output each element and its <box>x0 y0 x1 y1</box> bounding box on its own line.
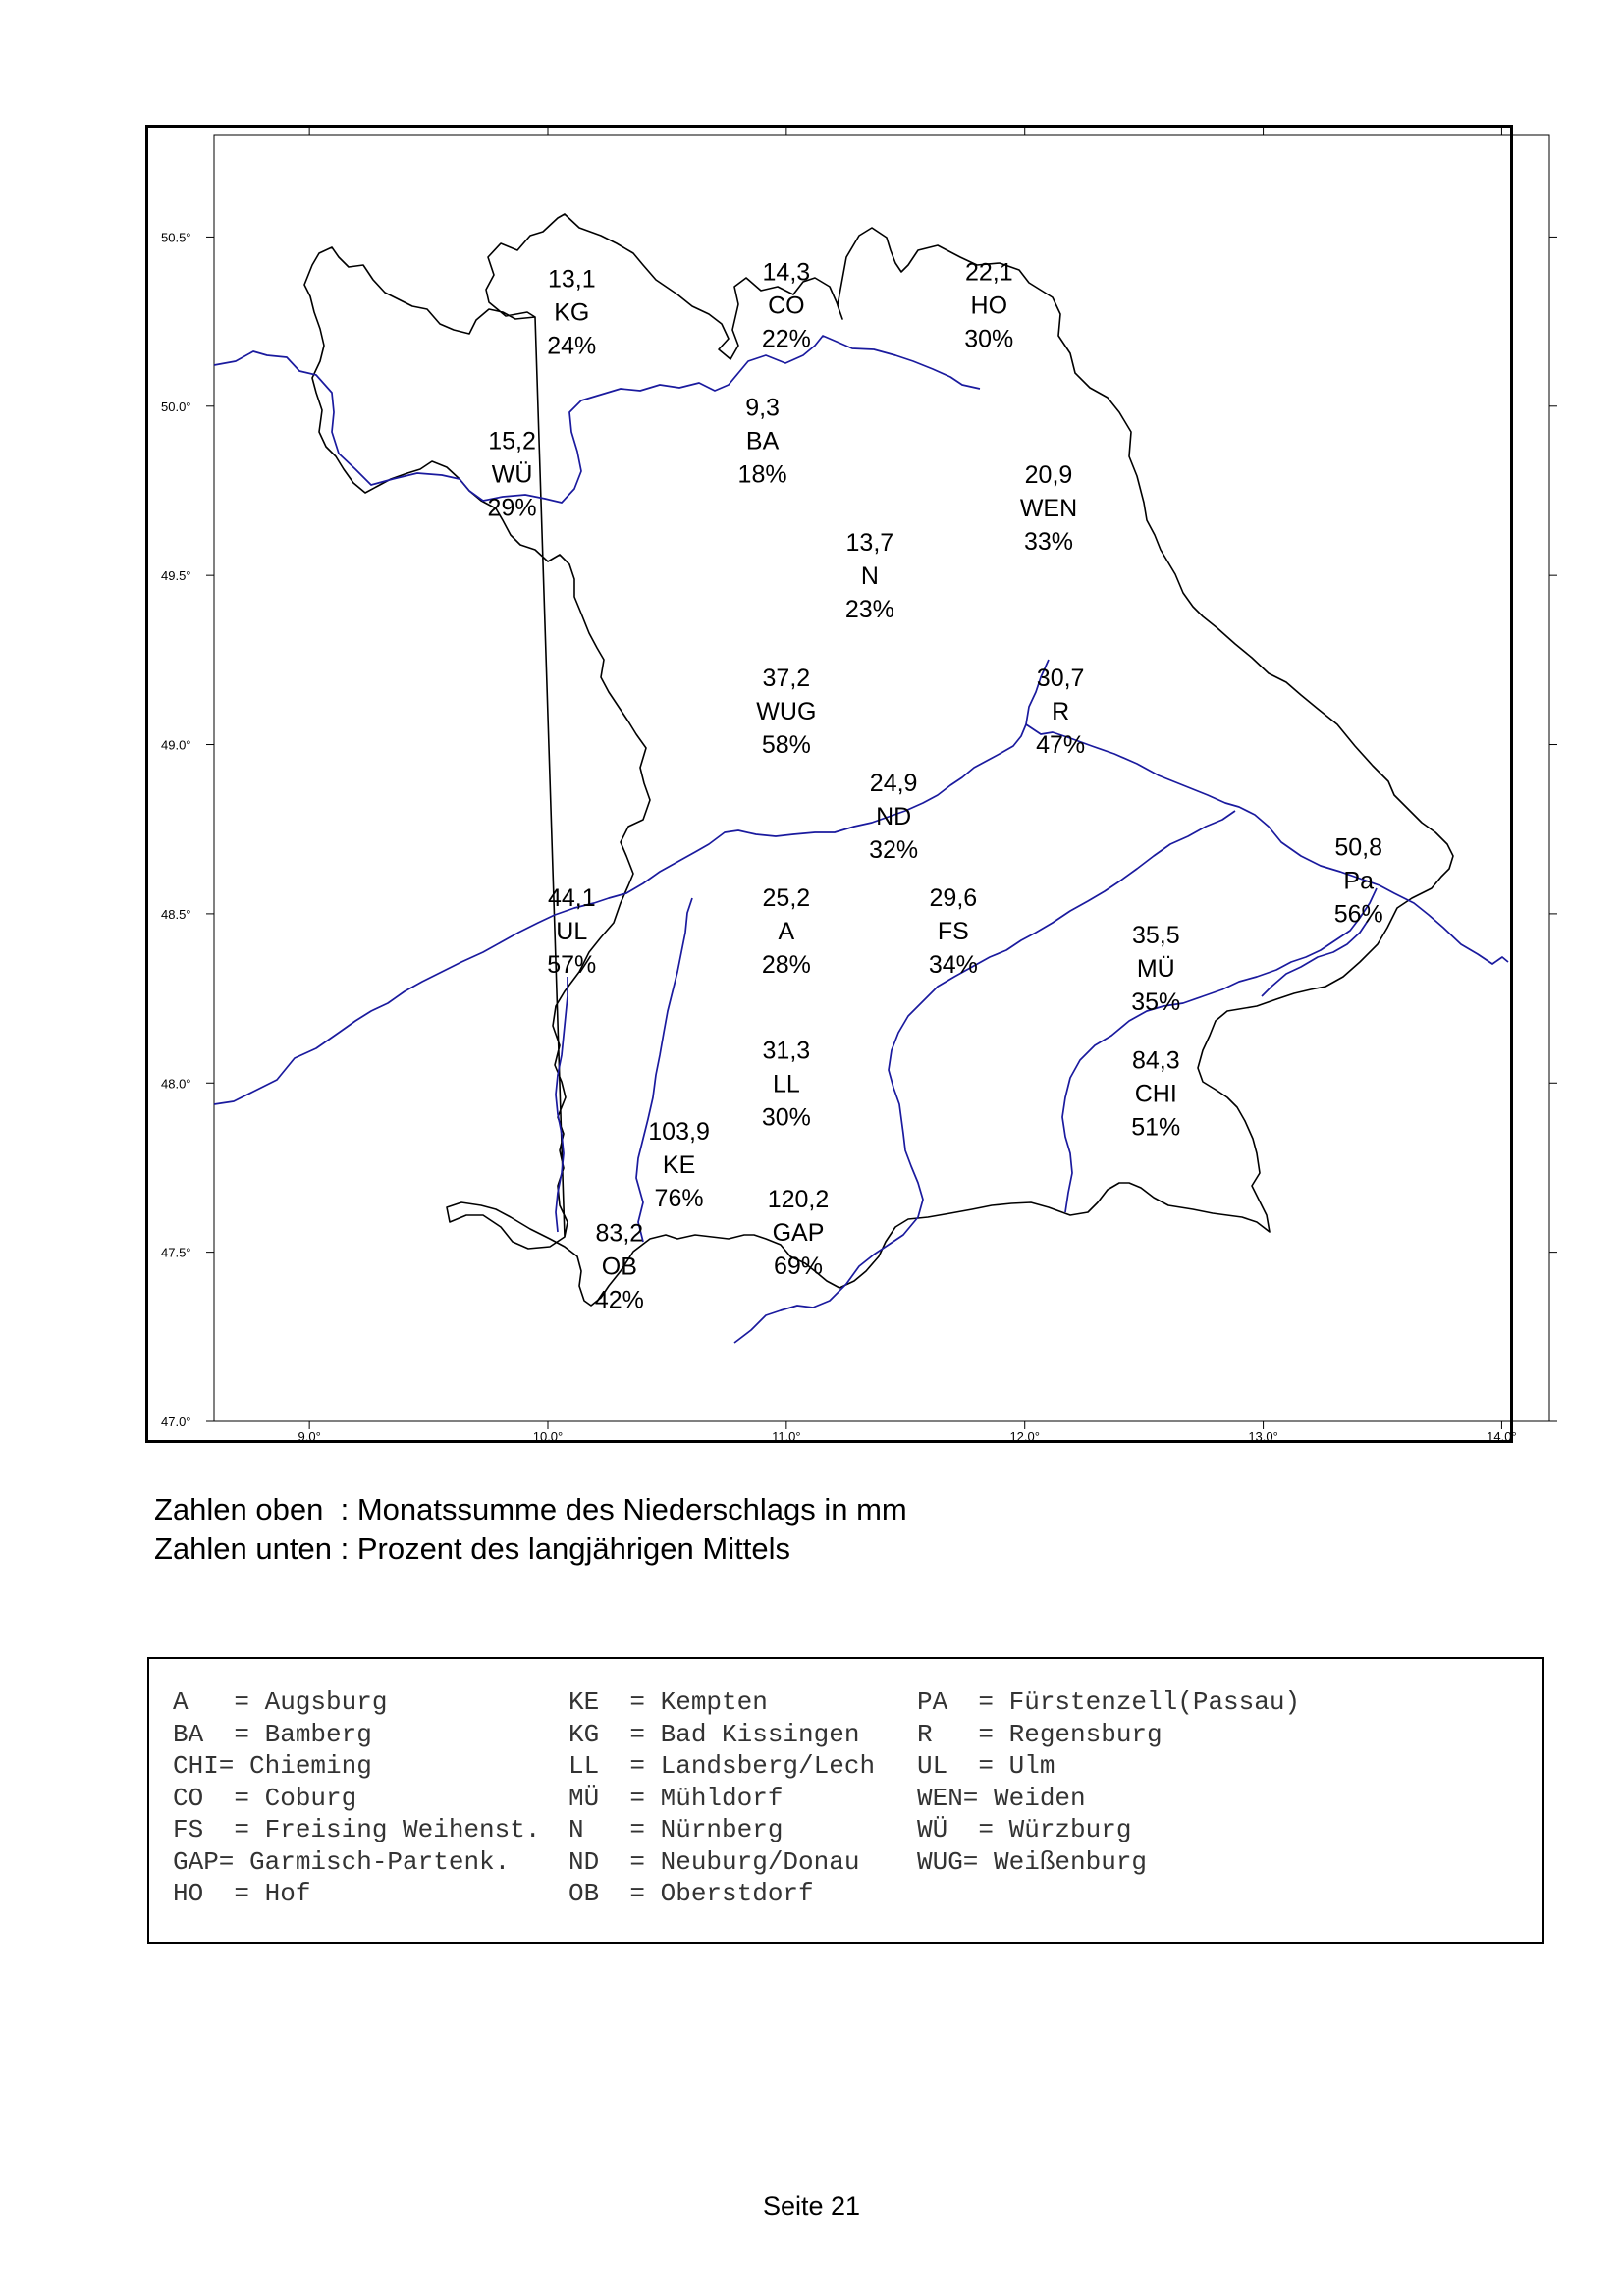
station-code: FS <box>937 918 969 946</box>
station-code: N <box>860 562 879 591</box>
bavaria-border <box>304 214 1453 1306</box>
lon-label: 9.0° <box>298 1429 321 1444</box>
station-percent: 30% <box>964 325 1014 353</box>
lon-label: 13.0° <box>1248 1429 1278 1444</box>
station-percent: 56% <box>1333 900 1383 929</box>
legend-entry: MÜ = Mühldorf <box>568 1783 784 1813</box>
station-wü <box>488 428 537 522</box>
lat-label: 47.0° <box>161 1415 191 1429</box>
station-percent: 18% <box>737 460 787 489</box>
station-chi <box>1131 1047 1180 1142</box>
station-amount: 25,2 <box>762 884 811 913</box>
station-code: CO <box>768 292 805 320</box>
lon-label: 14.0° <box>1487 1429 1517 1444</box>
station-r <box>1036 665 1085 759</box>
legend-entry: KG = Bad Kissingen <box>568 1719 860 1749</box>
station-percent: 57% <box>547 951 597 980</box>
lat-label: 50.0° <box>161 399 191 414</box>
station-fs <box>929 884 978 979</box>
legend-entry: WUG= Weißenburg <box>917 1846 1148 1877</box>
station-amount: 13,7 <box>845 529 894 558</box>
map-caption <box>154 1490 907 1569</box>
station-ho <box>964 258 1013 352</box>
station-amount: 83,2 <box>595 1219 644 1248</box>
legend-entry: BA = Bamberg <box>173 1719 372 1749</box>
caption-line-2-text: Prozent des langjährigen Mittels <box>356 1531 790 1566</box>
station-amount: 31,3 <box>762 1037 811 1065</box>
station-amount: 15,2 <box>488 427 536 455</box>
river-danube <box>214 724 1508 1104</box>
caption-line-1-label: Zahlen oben <box>154 1492 324 1526</box>
station-percent: 35% <box>1131 988 1181 1017</box>
station-labels <box>488 258 1383 1313</box>
station-amount: 37,2 <box>762 665 811 693</box>
station-percent: 30% <box>761 1103 811 1132</box>
station-amount: 30,7 <box>1036 665 1085 693</box>
legend-entry: KE = Kempten <box>568 1687 768 1717</box>
caption-line-1-text: Monatssumme des Niederschlags in mm <box>356 1492 907 1526</box>
station-code: ND <box>876 802 912 830</box>
station-gap <box>768 1186 830 1280</box>
station-amount: 9,3 <box>745 394 780 422</box>
station-percent: 33% <box>1023 528 1074 557</box>
station-wen <box>1020 461 1077 556</box>
station-percent: 34% <box>928 951 978 980</box>
station-amount: 14,3 <box>762 258 811 287</box>
legend-entry <box>917 1878 1310 1910</box>
legend-entry: HO = Hof <box>173 1879 311 1908</box>
station-code: CHI <box>1134 1080 1177 1108</box>
station-code: OB <box>601 1253 637 1281</box>
station-code: R <box>1052 698 1070 726</box>
station-amount: 20,9 <box>1024 461 1073 490</box>
station-amount: 29,6 <box>929 884 978 913</box>
station-code: WEN <box>1019 495 1078 523</box>
legend-entry: OB = Oberstdorf <box>568 1879 814 1908</box>
station-code: WÜ <box>491 460 533 489</box>
station-ba <box>738 394 787 488</box>
station-code: WUG <box>756 698 817 726</box>
legend-entry: A = Augsburg <box>173 1687 388 1717</box>
lat-label: 48.5° <box>161 906 191 922</box>
legend-entry: LL = Landsberg/Lech <box>568 1751 876 1781</box>
station-percent: 58% <box>761 731 811 760</box>
legend-entry: CO = Coburg <box>173 1783 357 1813</box>
station-nd <box>869 770 918 864</box>
station-code: HO <box>970 292 1008 320</box>
station-ke <box>648 1118 710 1212</box>
lon-label: 11.0° <box>772 1429 801 1444</box>
rivers <box>214 336 1508 1343</box>
station-amount: 120,2 <box>767 1185 830 1213</box>
legend-entry: UL = Ulm <box>917 1751 1055 1781</box>
station-kg <box>547 265 596 359</box>
station-code: Pa <box>1343 867 1375 895</box>
station-code: UL <box>556 918 588 946</box>
legend-entry: CHI= Chieming <box>173 1751 372 1781</box>
station-amount: 35,5 <box>1131 922 1180 950</box>
station-amount: 24,9 <box>869 769 918 797</box>
legend-entry: N = Nürnberg <box>568 1815 784 1844</box>
station-percent: 22% <box>761 325 811 353</box>
river-inn <box>1062 888 1377 1212</box>
station-percent: 42% <box>594 1286 644 1314</box>
station-amount: 13,1 <box>547 265 596 294</box>
legend-entry: GAP= Garmisch-Partenk. <box>173 1846 511 1877</box>
station-legend <box>147 1657 1544 1944</box>
lat-label: 47.5° <box>161 1245 191 1260</box>
station-a <box>762 884 811 979</box>
station-ll <box>762 1037 811 1131</box>
station-amount: 103,9 <box>648 1118 710 1146</box>
caption-line-1: Zahlen oben : Monatssumme des Niederschlags in mm <box>154 1492 907 1526</box>
station-pa <box>1334 833 1383 928</box>
station-legend-grid <box>173 1686 1310 1910</box>
latitude-labels <box>161 230 1557 1429</box>
station-amount: 44,1 <box>547 884 596 913</box>
station-percent: 28% <box>761 951 811 980</box>
legend-entry: WÜ = Würzburg <box>917 1815 1132 1844</box>
station-code: KG <box>554 298 590 327</box>
station-percent: 76% <box>654 1185 704 1212</box>
river-main <box>214 336 980 503</box>
lon-label: 12.0° <box>1009 1429 1040 1444</box>
station-code: GAP <box>772 1218 825 1247</box>
station-amount: 84,3 <box>1131 1046 1180 1075</box>
station-code: LL <box>772 1070 800 1098</box>
station-wug <box>756 665 816 759</box>
station-code: KE <box>662 1151 696 1179</box>
caption-line-2: Zahlen unten : Prozent des langjährigen Mittels <box>154 1531 790 1566</box>
station-amount: 22,1 <box>964 258 1013 287</box>
legend-entry: ND = Neuburg/Donau <box>568 1846 860 1877</box>
legend-entry: FS = Freising Weihenst. <box>173 1815 541 1844</box>
station-code: MÜ <box>1136 955 1175 984</box>
station-percent: 51% <box>1131 1113 1181 1142</box>
station-percent: 29% <box>487 494 537 522</box>
page-number: Seite 21 <box>762 2191 861 2220</box>
lat-label: 48.0° <box>161 1076 191 1092</box>
lat-label: 50.5° <box>161 230 191 245</box>
station-percent: 69% <box>773 1252 824 1280</box>
station-code: A <box>778 918 795 946</box>
station-code: BA <box>745 427 780 455</box>
station-amount: 50,8 <box>1334 833 1383 862</box>
lon-label: 10.0° <box>532 1429 564 1444</box>
legend-entry: R = Regensburg <box>917 1719 1163 1749</box>
station-percent: 32% <box>869 835 919 864</box>
caption-line-2-label: Zahlen unten <box>154 1531 332 1566</box>
station-ob <box>595 1219 644 1313</box>
river-salzach <box>1262 918 1370 996</box>
station-percent: 24% <box>547 332 597 360</box>
station-co <box>762 258 811 352</box>
station-n <box>845 529 894 623</box>
lat-label: 49.0° <box>161 737 191 753</box>
station-percent: 47% <box>1036 731 1086 760</box>
station-mü <box>1131 922 1180 1016</box>
station-percent: 23% <box>844 596 894 624</box>
lat-label: 49.5° <box>161 568 191 584</box>
legend-entry: PA = Fürstenzell(Passau) <box>917 1687 1301 1717</box>
legend-entry: WEN= Weiden <box>917 1783 1086 1813</box>
